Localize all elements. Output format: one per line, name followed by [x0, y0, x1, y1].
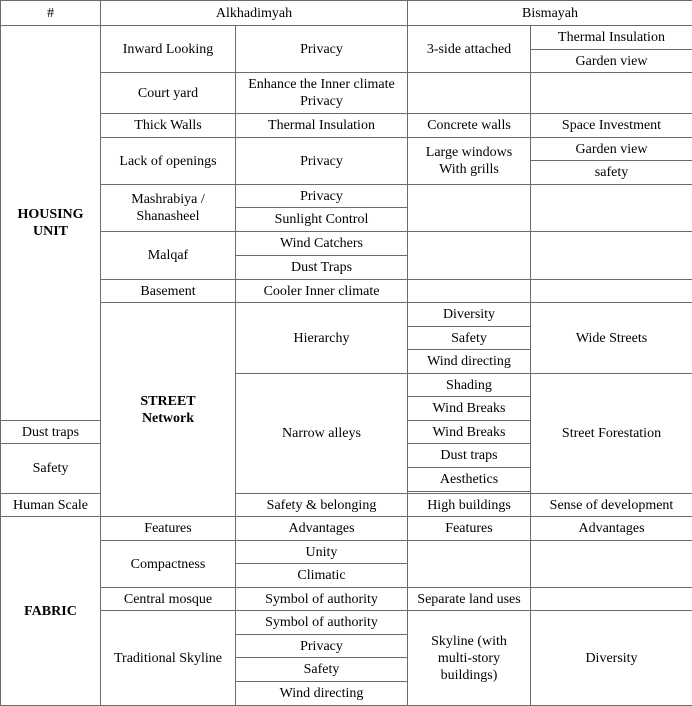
table-cell: Court yard: [101, 73, 236, 114]
table-cell: Street Forestation: [531, 374, 692, 494]
table-cell: Privacy: [236, 185, 408, 208]
table-cell: Concrete walls: [408, 114, 531, 138]
table-cell: Safety: [408, 327, 531, 350]
table-cell: Garden view: [531, 138, 692, 161]
table-cell: Wind Breaks: [408, 397, 531, 421]
table-cell: Symbol of authority: [236, 588, 408, 611]
table-cell: [236, 73, 408, 114]
table-cell: Climatic: [236, 564, 408, 588]
table-cell: [408, 138, 531, 185]
cell-line: Shanasheel: [136, 209, 200, 224]
table-row: [1, 138, 692, 161]
empty-cell: [531, 541, 692, 588]
empty-cell: [531, 73, 692, 114]
table-cell: Safety & belonging: [236, 494, 408, 517]
table-cell: Advantages: [236, 517, 408, 541]
table-cell: Narrow alleys: [236, 374, 408, 494]
table-cell: safety: [531, 161, 692, 185]
table-cell: Separate land uses: [408, 588, 531, 611]
table-cell: Traditional Skyline: [101, 611, 236, 706]
header-hash: #: [1, 1, 101, 26]
table-cell: Features: [101, 517, 236, 541]
table-cell: Thermal Insulation: [236, 114, 408, 138]
empty-cell: [531, 232, 692, 280]
cell-line: Skyline (with: [431, 633, 507, 649]
table-cell: Unity: [236, 541, 408, 564]
table-cell: Privacy: [236, 635, 408, 658]
cell-line: Large windows: [425, 145, 513, 160]
table-cell: 3-side attached: [408, 26, 531, 73]
table-cell: Malqaf: [101, 232, 236, 280]
section-housing-unit: HOUSING UNIT: [1, 26, 101, 421]
table-cell: Wind Breaks: [408, 421, 531, 444]
empty-cell: [531, 588, 692, 611]
table-cell: Sunlight Control: [236, 208, 408, 232]
section-street-network: [101, 303, 236, 517]
table-row: [1, 185, 692, 208]
table-cell: Garden view: [531, 50, 692, 73]
empty-cell: [531, 185, 692, 232]
table-cell: Space Investment: [531, 114, 692, 138]
table-cell: Aesthetics: [408, 468, 531, 492]
cell-line: Mashrabiya /: [131, 192, 205, 207]
table-cell: High buildings: [408, 494, 531, 517]
table-cell: Human Scale: [1, 494, 101, 517]
table-cell: [101, 185, 236, 232]
table-cell: Diversity: [531, 611, 692, 706]
empty-cell: [408, 73, 531, 114]
table-cell: Thick Walls: [101, 114, 236, 138]
table-cell: Dust Traps: [236, 256, 408, 280]
table-cell: Privacy: [236, 26, 408, 73]
table-cell: Wide Streets: [531, 303, 692, 374]
cell-line: Enhance the Inner climate: [248, 77, 395, 92]
table-row: [1, 232, 692, 256]
table-cell: Inward Looking: [101, 26, 236, 73]
empty-cell: [408, 232, 531, 280]
table-cell: Symbol of authority: [236, 611, 408, 635]
table-cell: Central mosque: [101, 588, 236, 611]
table-row: [1, 588, 692, 611]
cell-line: With grills: [439, 162, 499, 177]
table-cell: Privacy: [236, 138, 408, 185]
table-cell: Sense of development: [531, 494, 692, 517]
table-cell: Dust traps: [1, 421, 101, 444]
empty-cell: [408, 185, 531, 232]
table-cell: Wind Catchers: [236, 232, 408, 256]
table-cell: Lack of openings: [101, 138, 236, 185]
cell-line: Privacy: [300, 94, 343, 109]
empty-cell: [531, 280, 692, 303]
table-cell: Features: [408, 517, 531, 541]
table-cell: Wind directing: [236, 682, 408, 706]
table-cell: Compactness: [101, 541, 236, 588]
table-cell: Cooler Inner climate: [236, 280, 408, 303]
table-row: [1, 73, 692, 114]
table-row: [1, 114, 692, 138]
header-alkhadimyah: Alkhadimyah: [101, 1, 408, 26]
table-row: [1, 26, 692, 50]
table-cell: Shading: [408, 374, 531, 397]
header-bismayah: Bismayah: [408, 1, 692, 26]
table-cell: Advantages: [531, 517, 692, 541]
table-row: [1, 280, 692, 303]
table-cell: Hierarchy: [236, 303, 408, 374]
table-cell: Dust traps: [408, 444, 531, 468]
table-cell: Diversity: [408, 303, 531, 327]
table-cell: Thermal Insulation: [531, 26, 692, 50]
table-row: [1, 517, 692, 541]
cell-line: multi-story: [437, 650, 501, 666]
table-row: [1, 611, 692, 635]
section-fabric: FABRIC: [1, 517, 101, 706]
table-cell: [408, 611, 531, 706]
table-header-row: [1, 1, 692, 26]
table-cell: Wind directing: [408, 350, 531, 374]
section-label: STREET Network: [140, 393, 196, 426]
table-cell: Safety: [236, 658, 408, 682]
empty-cell: [408, 280, 531, 303]
cell-line: buildings): [440, 667, 498, 683]
empty-cell: [408, 541, 531, 588]
table-row: [1, 303, 692, 327]
table-cell: Basement: [101, 280, 236, 303]
table-row: [1, 541, 692, 564]
table-cell: Safety: [1, 444, 101, 494]
